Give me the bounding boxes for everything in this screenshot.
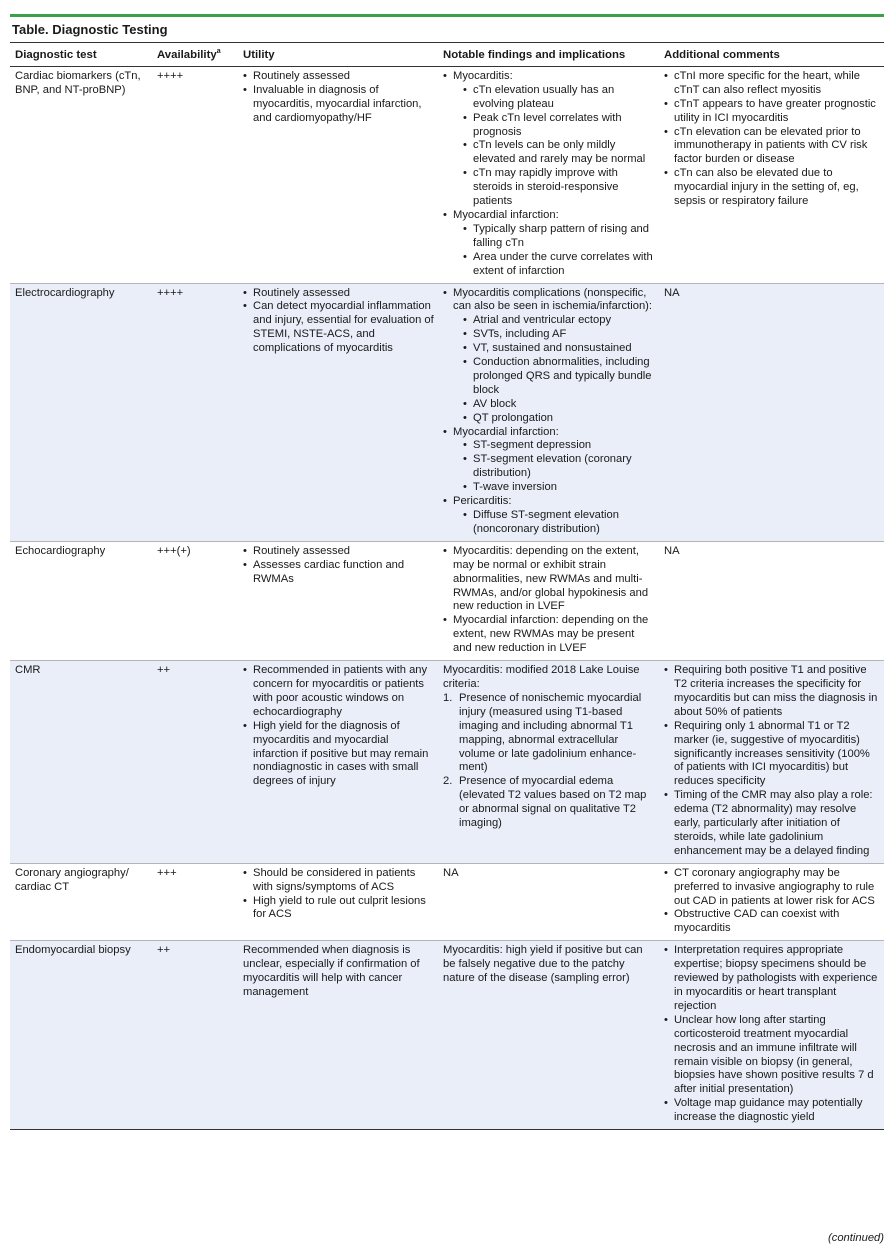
cell-diagnostic-test: Cardiac biomarkers (cTn, BNP, and NT-proBNP) xyxy=(10,66,152,283)
list-item: • cTn levels can be only mildly elevated and rarely may be normal xyxy=(463,139,655,167)
list-item: • cTnT appears to have greater prognostic utility in ICI myocarditis xyxy=(664,98,880,126)
list-item: • High yield for the diagnosis of myocarditis and myocardial infarction if positive but may remain nondiagnostic in cases with small degrees of injury xyxy=(243,720,434,790)
cell-comments: NA xyxy=(659,541,884,660)
list-item: • Myocardial infarction: depending on the extent, new RWMAs may be present and new reduction in LVEF xyxy=(443,614,655,656)
list-item: • VT, sustained and nonsustained xyxy=(463,342,655,356)
utility-list xyxy=(243,287,434,357)
list-item: • Unclear how long after starting corticosteroid treatment myocardial necrosis and an immune infiltrate will remain visible on biopsy (in general, biopsies have shown positive results 7 d after initial presentation) xyxy=(664,1014,880,1097)
findings-intro: Myocarditis: modified 2018 Lake Louise criteria: xyxy=(443,664,640,690)
cell-availability: ++++ xyxy=(152,283,238,541)
cell-diagnostic-test: CMR xyxy=(10,661,152,864)
list-item: • Timing of the CMR may also play a role: edema (T2 abnormality) may resolve early, particularly after initiation of steroids, while late gadolinium enhancement may be a delayed finding xyxy=(664,789,880,859)
cell-diagnostic-test: Coronary angiography/ cardiac CT xyxy=(10,863,152,941)
list-item: • Requiring only 1 abnormal T1 or T2 marker (ie, suggestive of myocarditis) significantly increases sensitivity (100% of patients with ICI myocarditis) but reduces specificity xyxy=(664,720,880,790)
cell-findings: NA xyxy=(438,863,659,941)
list-item: • Invaluable in diagnosis of myocarditis, myocardial infarction, and cardiomyopathy/HF xyxy=(243,84,434,126)
cell-utility xyxy=(238,863,438,941)
header-availability xyxy=(152,47,238,66)
availability-footnote-marker: a xyxy=(216,48,221,56)
table-row xyxy=(10,863,884,941)
table-body xyxy=(10,66,884,1129)
header-findings: Notable findings and implications xyxy=(438,47,659,66)
list-item: • Interpretation requires appropriate expertise; biopsy specimens should be reviewed by pathologists with experience in myocarditis or heart transplant rejection xyxy=(664,944,880,1014)
comments-list xyxy=(664,664,880,859)
findings-group-label: Pericarditis: xyxy=(453,495,512,508)
findings-list xyxy=(443,287,655,537)
cell-comments xyxy=(659,863,884,941)
cell-diagnostic-test: Electrocardiography xyxy=(10,283,152,541)
cell-utility xyxy=(238,541,438,660)
header-row xyxy=(10,47,884,66)
list-item: • ST-segment elevation (coronary distribution) xyxy=(463,453,655,481)
list-item: • Can detect myocardial inflammation and injury, essential for evaluation of STEMI, NSTE-ACS, and complications of myocarditis xyxy=(243,300,434,356)
title-divider xyxy=(10,42,884,43)
numbered-item: 1. Presence of nonischemic myocardial injury (measured using T1-based imaging and including abnormal T1 mapping, abnormal extracellular volume or late gadolinium enhance-ment) xyxy=(443,692,655,775)
findings-group xyxy=(443,70,655,209)
cell-availability: +++(+) xyxy=(152,541,238,660)
header-comments: Additional comments xyxy=(659,47,884,66)
list-item: • Typically sharp pattern of rising and falling cTn xyxy=(463,223,655,251)
cell-comments xyxy=(659,941,884,1130)
list-item: • SVTs, including AF xyxy=(463,328,655,342)
list-item: • T-wave inversion xyxy=(463,481,655,495)
findings-group-label: Myocarditis: xyxy=(453,69,513,82)
list-item: • Recommended in patients with any concern for myocarditis or patients with poor acoustic windows on echocardiography xyxy=(243,664,434,720)
utility-list xyxy=(243,867,434,923)
header-availability-label: Availability xyxy=(157,49,217,61)
findings-group-label: Myocardial infarction: xyxy=(453,208,559,221)
findings-group-label: Myocardial infarction: xyxy=(453,425,559,438)
cell-availability: ++ xyxy=(152,661,238,864)
list-item: • Should be considered in patients with signs/symptoms of ACS xyxy=(243,867,434,895)
comments-list xyxy=(664,944,880,1125)
findings-list xyxy=(443,545,655,656)
findings-group-label: Myocarditis complications (nonspecific, can also be seen in ischemia/infarction): xyxy=(453,286,652,313)
list-item: • cTn elevation usually has an evolving plateau xyxy=(463,84,655,112)
list-item: • Requiring both positive T1 and positive T2 criteria increases the specificity for myocarditis but can miss the diagnosis in about 50% of patients xyxy=(664,664,880,720)
cell-comments xyxy=(659,66,884,283)
list-item: • Routinely assessed xyxy=(243,287,434,301)
list-item: • Routinely assessed xyxy=(243,70,434,84)
list-item: • Conduction abnormalities, including prolonged QRS and typically bundle block xyxy=(463,356,655,398)
top-accent-rule xyxy=(10,14,884,17)
cell-findings: Myocarditis: high yield if positive but can be falsely negative due to the patchy nature of the disease (sampling error) xyxy=(438,941,659,1130)
cell-utility xyxy=(238,283,438,541)
list-item: • cTn may rapidly improve with steroids in steroid-responsive patients xyxy=(463,167,655,209)
cell-findings xyxy=(438,541,659,660)
list-item: • Assesses cardiac function and RWMAs xyxy=(243,559,434,587)
findings-group xyxy=(443,495,655,537)
list-item: • Area under the curve correlates with extent of infarction xyxy=(463,251,655,279)
list-item: • High yield to rule out culprit lesions for ACS xyxy=(243,895,434,923)
findings-numbered-list xyxy=(443,692,655,831)
utility-list xyxy=(243,664,434,789)
findings-sublist xyxy=(463,314,655,425)
cell-availability: ++ xyxy=(152,941,238,1130)
list-item: • Obstructive CAD can coexist with myocarditis xyxy=(664,908,880,936)
list-item: • Diffuse ST-segment elevation (noncoronary distribution) xyxy=(463,509,655,537)
list-item: • cTn can also be elevated due to myocardial injury in the setting of, eg, sepsis or respiratory failure xyxy=(664,167,880,209)
cell-findings xyxy=(438,283,659,541)
cell-comments: NA xyxy=(659,283,884,541)
list-item: • cTnI more specific for the heart, while cTnT can also reflect myositis xyxy=(664,70,880,98)
cell-diagnostic-test: Echocardiography xyxy=(10,541,152,660)
table-title: Table. Diagnostic Testing xyxy=(12,22,168,37)
list-item: • cTn elevation can be elevated prior to immunotherapy in patients with CV risk factor burden or disease xyxy=(664,126,880,168)
list-item: • Peak cTn level correlates with prognosis xyxy=(463,112,655,140)
cell-utility xyxy=(238,661,438,864)
comments-list xyxy=(664,867,880,937)
list-item: • ST-segment depression xyxy=(463,439,655,453)
table-row xyxy=(10,661,884,864)
table-row xyxy=(10,941,884,1130)
cell-comments xyxy=(659,661,884,864)
findings-group xyxy=(443,426,655,496)
cell-availability: +++ xyxy=(152,863,238,941)
list-item: • Routinely assessed xyxy=(243,545,434,559)
findings-group xyxy=(443,287,655,426)
cell-utility xyxy=(238,66,438,283)
header-diagnostic-test: Diagnostic test xyxy=(10,47,152,66)
table-row xyxy=(10,66,884,283)
findings-sublist xyxy=(463,439,655,495)
table-row xyxy=(10,283,884,541)
utility-list xyxy=(243,70,434,126)
findings-list xyxy=(443,70,655,279)
findings-group xyxy=(443,209,655,279)
cell-findings xyxy=(438,66,659,283)
header-utility: Utility xyxy=(238,47,438,66)
continued-note: (continued) xyxy=(828,1232,884,1244)
cell-diagnostic-test: Endomyocardial biopsy xyxy=(10,941,152,1130)
numbered-item: 2. Presence of myocardial edema (elevated T2 values based on T2 map or abnormal signal on qualitative T2 imaging) xyxy=(443,775,655,831)
cell-utility: Recommended when diagnosis is unclear, especially if confirmation of myocarditis will help with cancer management xyxy=(238,941,438,1130)
list-item: • Atrial and ventricular ectopy xyxy=(463,314,655,328)
table-row xyxy=(10,541,884,660)
list-item: • AV block xyxy=(463,398,655,412)
list-item: • Voltage map guidance may potentially increase the diagnostic yield xyxy=(664,1097,880,1125)
findings-sublist xyxy=(463,223,655,279)
cell-findings xyxy=(438,661,659,864)
list-item: • CT coronary angiography may be preferred to invasive angiography to rule out CAD in patients at lower risk for ACS xyxy=(664,867,880,909)
comments-list xyxy=(664,70,880,209)
utility-list xyxy=(243,545,434,587)
diagnostic-testing-table xyxy=(10,47,884,1130)
list-item: • Myocarditis: depending on the extent, may be normal or exhibit strain abnormalities, new RWMAs and multi-RWMAs, and/or global hypokinesis and new reduction in LVEF xyxy=(443,545,655,615)
cell-availability: ++++ xyxy=(152,66,238,283)
findings-sublist xyxy=(463,84,655,209)
list-item: • QT prolongation xyxy=(463,412,655,426)
findings-sublist xyxy=(463,509,655,537)
